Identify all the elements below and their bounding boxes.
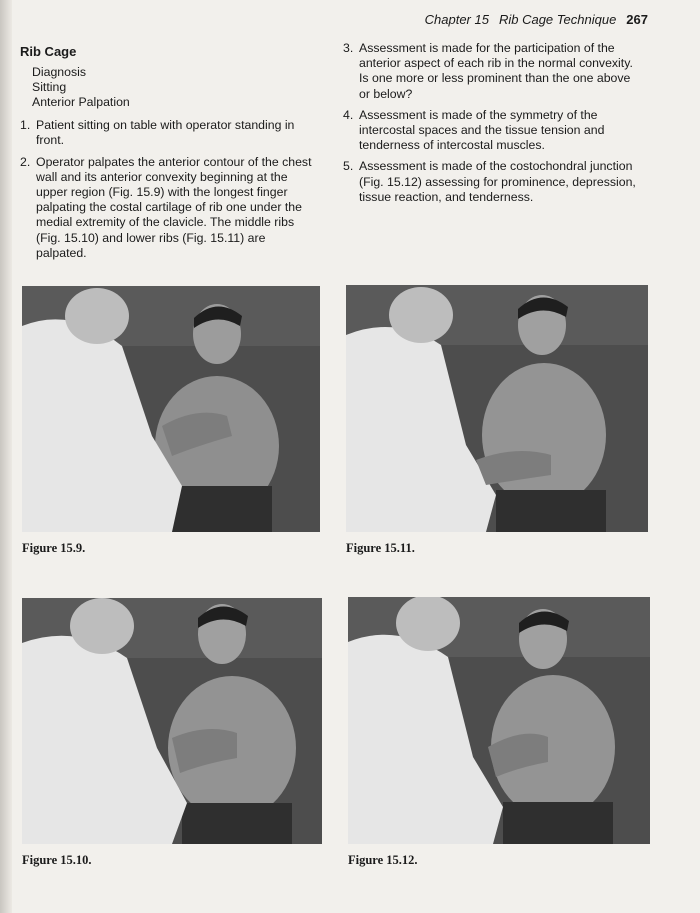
photo-operator-patient <box>348 597 650 844</box>
steps-list-right <box>343 41 643 205</box>
step-item <box>343 159 643 205</box>
figure-15-9-photo <box>22 286 320 532</box>
page-number: 267 <box>626 12 648 27</box>
photo-operator-patient <box>22 286 320 532</box>
running-head <box>425 12 648 27</box>
step-text: Assessment is made of the symmetry of the intercostal spaces and the tissue tension and tenderness of intercostal muscles. <box>359 107 605 153</box>
step-number: 4. <box>343 107 354 122</box>
figure-15-12-photo <box>348 597 650 844</box>
step-item <box>343 108 643 154</box>
right-text-column <box>343 41 643 211</box>
step-text: Assessment is made of the costochondral junction (Fig. 15.12) assessing for prominence, depression, tissue reaction, and tenderness. <box>359 159 636 204</box>
step-number: 2. <box>20 154 31 169</box>
figure-15-11-caption: Figure 15.11. <box>346 541 415 555</box>
figure-15-12-caption: Figure 15.12. <box>348 853 418 867</box>
step-text: Assessment is made for the participation of the anterior aspect of each rib in the normal convexity. Is one more or less prominent than the one above or below? <box>359 41 633 101</box>
step-text: Patient sitting on table with operator standing in front. <box>36 118 295 148</box>
step-number: 1. <box>20 118 31 133</box>
step-item <box>343 41 643 102</box>
step-number: 3. <box>343 41 354 55</box>
left-text-column <box>20 44 312 267</box>
figure-15-10-caption: Figure 15.10. <box>22 853 92 867</box>
subheading-position: Sitting <box>32 80 67 95</box>
photo-operator-patient <box>22 598 322 844</box>
binding-gutter <box>0 0 12 913</box>
figure-15-10-photo <box>22 598 322 844</box>
step-text: Operator palpates the anterior contour of the chest wall and its anterior convexity beginning at the upper region (Fig. 15.9) with the longest finger palpating the costal cartilage of rib one under the medial extremity of the clavicle. The middle ribs (Fig. 15.10) and lower ribs (Fig. 15.11) are palpated. <box>36 154 312 260</box>
steps-list-left <box>20 118 312 261</box>
step-number: 5. <box>343 159 354 174</box>
subheading-technique: Anterior Palpation <box>32 95 130 110</box>
step-item <box>20 155 312 261</box>
photo-operator-patient <box>346 285 648 532</box>
subheading-diagnosis: Diagnosis <box>32 65 86 80</box>
section-heading: Rib Cage <box>20 44 77 59</box>
figure-15-9-caption: Figure 15.9. <box>22 541 86 555</box>
chapter-label: Chapter 15 <box>424 12 489 27</box>
chapter-title: Rib Cage Technique <box>498 12 617 27</box>
figure-15-11-photo <box>346 285 648 532</box>
step-item <box>20 118 312 148</box>
